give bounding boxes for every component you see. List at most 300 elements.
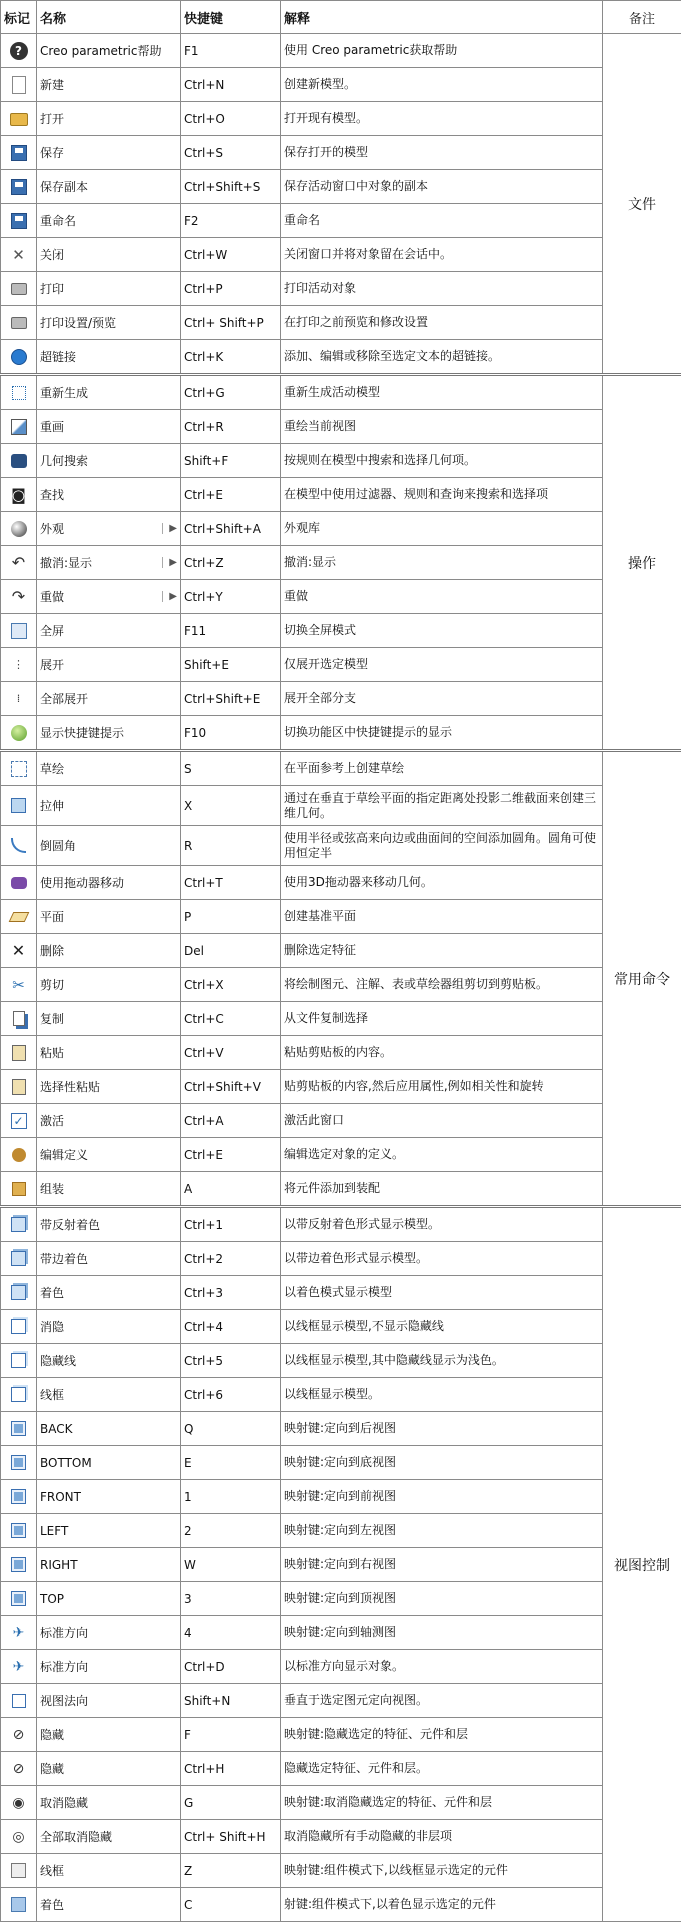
mark-cell xyxy=(1,1854,37,1888)
command-description: 使用3D拖动器来移动几何。 xyxy=(281,866,603,900)
command-description: 删除选定特征 xyxy=(281,934,603,968)
name-cell xyxy=(37,1616,181,1650)
command-name: 隐藏 xyxy=(40,1762,64,1776)
mark-cell xyxy=(1,1070,37,1104)
name-cell xyxy=(37,238,181,272)
command-description: 添加、编辑或移除至选定文本的超链接。 xyxy=(281,340,603,375)
paste-icon xyxy=(12,1045,26,1061)
mark-cell xyxy=(1,306,37,340)
command-name: 标准方向 xyxy=(40,1626,88,1640)
assembly-shaded-icon xyxy=(11,1897,26,1912)
command-description: 激活此窗口 xyxy=(281,1104,603,1138)
mark-cell xyxy=(1,478,37,512)
name-with-menu xyxy=(40,588,177,605)
shortcut-key: F1 xyxy=(181,34,281,68)
command-description: 重命名 xyxy=(281,204,603,238)
assemble-icon xyxy=(12,1182,26,1196)
command-name: 选择性粘贴 xyxy=(40,1080,100,1094)
shortcut-key: S xyxy=(181,751,281,786)
mark-cell xyxy=(1,648,37,682)
command-description: 垂直于选定图元定向视图。 xyxy=(281,1684,603,1718)
command-name: 粘贴 xyxy=(40,1046,64,1060)
print-icon xyxy=(11,283,27,295)
command-name: 着色 xyxy=(40,1286,64,1300)
wireframe-icon xyxy=(11,1387,26,1402)
table-row xyxy=(1,968,681,1002)
table-row xyxy=(1,375,681,410)
name-cell xyxy=(37,1684,181,1718)
table-row xyxy=(1,272,681,306)
shortcut-key: Q xyxy=(181,1412,281,1446)
command-description: 撤消:显示 xyxy=(281,546,603,580)
name-cell xyxy=(37,1070,181,1104)
group-remark: 常用命令 xyxy=(603,751,681,1207)
mark-cell xyxy=(1,580,37,614)
name-cell xyxy=(37,1548,181,1582)
name-cell xyxy=(37,1276,181,1310)
shortcut-key: 2 xyxy=(181,1514,281,1548)
command-name: 拉伸 xyxy=(40,799,64,813)
table-row xyxy=(1,102,681,136)
command-name: 外观 xyxy=(40,520,64,537)
shortcut-key: Ctrl+A xyxy=(181,1104,281,1138)
undo-icon: ↶ xyxy=(10,554,28,572)
command-name: 查找 xyxy=(40,488,64,502)
command-name: 关闭 xyxy=(40,248,64,262)
command-name: 组装 xyxy=(40,1182,64,1196)
shortcut-key: Ctrl+X xyxy=(181,968,281,1002)
command-name: 草绘 xyxy=(40,762,64,776)
table-row xyxy=(1,1002,681,1036)
edit-definition-icon xyxy=(12,1148,26,1162)
name-cell xyxy=(37,1582,181,1616)
unhide-icon: ◉ xyxy=(10,1794,28,1812)
name-cell xyxy=(37,934,181,968)
name-cell xyxy=(37,1002,181,1036)
command-description: 以标准方向显示对象。 xyxy=(281,1650,603,1684)
name-with-menu xyxy=(40,554,177,571)
name-cell xyxy=(37,648,181,682)
name-cell xyxy=(37,682,181,716)
rename-icon xyxy=(11,213,27,229)
standard-orientation-icon: ✈ xyxy=(10,1624,28,1642)
command-description: 映射键:组件模式下,以线框显示选定的元件 xyxy=(281,1854,603,1888)
table-row xyxy=(1,410,681,444)
command-description: 打印活动对象 xyxy=(281,272,603,306)
name-cell xyxy=(37,1344,181,1378)
table-row xyxy=(1,1276,681,1310)
table-row xyxy=(1,1888,681,1922)
command-name: 打印设置/预览 xyxy=(40,316,116,330)
table-row xyxy=(1,1718,681,1752)
shading-icon xyxy=(11,1285,26,1300)
table-row xyxy=(1,866,681,900)
table-row xyxy=(1,648,681,682)
table-row xyxy=(1,1684,681,1718)
table-row xyxy=(1,34,681,68)
command-description: 以线框显示模型,不显示隐藏线 xyxy=(281,1310,603,1344)
shortcut-key: W xyxy=(181,1548,281,1582)
table-row xyxy=(1,1820,681,1854)
shortcut-key: Ctrl+C xyxy=(181,1002,281,1036)
hyperlink-icon xyxy=(11,349,27,365)
name-cell xyxy=(37,1412,181,1446)
name-cell xyxy=(37,170,181,204)
name-cell xyxy=(37,1820,181,1854)
shortcut-key: 1 xyxy=(181,1480,281,1514)
command-name: 着色 xyxy=(40,1898,64,1912)
name-cell xyxy=(37,444,181,478)
command-name: FRONT xyxy=(40,1490,81,1504)
shortcut-key: F xyxy=(181,1718,281,1752)
mark-cell xyxy=(1,1412,37,1446)
table-row xyxy=(1,68,681,102)
shortcut-key: Ctrl+Shift+E xyxy=(181,682,281,716)
table-row xyxy=(1,546,681,580)
menu-arrow-icon[interactable]: ▶ xyxy=(162,591,177,602)
table-row xyxy=(1,614,681,648)
command-description: 重绘当前视图 xyxy=(281,410,603,444)
table-row xyxy=(1,1412,681,1446)
name-cell xyxy=(37,751,181,786)
table-row xyxy=(1,1378,681,1412)
shortcut-key: 3 xyxy=(181,1582,281,1616)
shortcut-key: Shift+N xyxy=(181,1684,281,1718)
shortcut-key: Ctrl+G xyxy=(181,375,281,410)
name-cell xyxy=(37,826,181,866)
table-row xyxy=(1,1548,681,1582)
mark-cell xyxy=(1,1650,37,1684)
command-name: 编辑定义 xyxy=(40,1148,88,1162)
command-name: 线框 xyxy=(40,1388,64,1402)
table-row xyxy=(1,170,681,204)
mark-cell xyxy=(1,1820,37,1854)
name-cell xyxy=(37,306,181,340)
group-remark: 视图控制 xyxy=(603,1207,681,1922)
table-row xyxy=(1,826,681,866)
shading-reflection-icon xyxy=(11,1217,26,1232)
name-cell xyxy=(37,1207,181,1242)
name-cell xyxy=(37,1104,181,1138)
command-description: 展开全部分支 xyxy=(281,682,603,716)
mark-cell xyxy=(1,1242,37,1276)
mark-cell xyxy=(1,204,37,238)
command-name: Creo parametric帮助 xyxy=(40,44,162,58)
command-description: 从文件复制选择 xyxy=(281,1002,603,1036)
sketch-icon xyxy=(11,761,27,777)
shortcut-key: R xyxy=(181,826,281,866)
table-row xyxy=(1,1036,681,1070)
shortcut-key: Ctrl+Shift+V xyxy=(181,1070,281,1104)
command-description: 切换功能区中快捷键提示的显示 xyxy=(281,716,603,751)
command-description: 以线框显示模型,其中隐藏线显示为浅色。 xyxy=(281,1344,603,1378)
redo-icon: ↷ xyxy=(10,588,28,606)
command-name: 视图法向 xyxy=(40,1694,88,1708)
name-cell xyxy=(37,410,181,444)
header-explain: 解释 xyxy=(281,1,603,34)
mark-cell xyxy=(1,1036,37,1070)
dragger-move-icon xyxy=(11,877,27,889)
command-name: 隐藏线 xyxy=(40,1354,76,1368)
save-copy-icon xyxy=(11,179,27,195)
command-name: 保存副本 xyxy=(40,180,88,194)
command-name: 激活 xyxy=(40,1114,64,1128)
view-front-icon xyxy=(11,1489,26,1504)
mark-cell xyxy=(1,1344,37,1378)
mark-cell xyxy=(1,1752,37,1786)
name-cell xyxy=(37,340,181,375)
mark-cell xyxy=(1,751,37,786)
command-description: 将绘制图元、注解、表或草绘器组剪切到剪贴板。 xyxy=(281,968,603,1002)
command-description: 隐藏选定特征、元件和层。 xyxy=(281,1752,603,1786)
mark-cell xyxy=(1,826,37,866)
table-row xyxy=(1,1786,681,1820)
shortcut-key: Ctrl+V xyxy=(181,1036,281,1070)
command-name: 全屏 xyxy=(40,624,64,638)
mark-cell xyxy=(1,1582,37,1616)
shortcut-key: Shift+E xyxy=(181,648,281,682)
shortcut-key: Ctrl+S xyxy=(181,136,281,170)
table-row xyxy=(1,1070,681,1104)
table-row xyxy=(1,478,681,512)
shortcut-key: Ctrl+P xyxy=(181,272,281,306)
shortcut-key: Shift+F xyxy=(181,444,281,478)
plane-icon xyxy=(8,912,29,922)
command-name: 几何搜索 xyxy=(40,454,88,468)
standard-orientation-icon: ✈ xyxy=(10,1658,28,1676)
command-name: 隐藏 xyxy=(40,1728,64,1742)
name-cell xyxy=(37,1242,181,1276)
menu-arrow-icon[interactable]: ▶ xyxy=(162,523,177,534)
header-remark: 备注 xyxy=(603,1,681,34)
mark-cell xyxy=(1,1446,37,1480)
unhide-all-icon: ◎ xyxy=(10,1828,28,1846)
table-row xyxy=(1,444,681,478)
shortcut-key: F10 xyxy=(181,716,281,751)
command-description: 在打印之前预览和修改设置 xyxy=(281,306,603,340)
command-name: 重命名 xyxy=(40,214,76,228)
shortcut-key: Ctrl+R xyxy=(181,410,281,444)
name-cell xyxy=(37,716,181,751)
mark-cell xyxy=(1,170,37,204)
view-right-icon xyxy=(11,1557,26,1572)
table-row xyxy=(1,1344,681,1378)
header-row xyxy=(1,1,681,34)
command-description: 以着色模式显示模型 xyxy=(281,1276,603,1310)
hide-icon: ⊘ xyxy=(10,1760,28,1778)
command-description: 切换全屏模式 xyxy=(281,614,603,648)
appearance-sphere-icon xyxy=(11,521,27,537)
table-row xyxy=(1,1616,681,1650)
binoculars-icon: ◙ xyxy=(10,486,28,504)
delete-icon: ✕ xyxy=(10,942,28,960)
name-cell xyxy=(37,900,181,934)
table-row xyxy=(1,204,681,238)
command-name: 带边着色 xyxy=(40,1252,88,1266)
mark-cell xyxy=(1,1718,37,1752)
table-row xyxy=(1,1480,681,1514)
mark-cell xyxy=(1,410,37,444)
scissors-icon: ✂ xyxy=(10,976,28,994)
group-remark: 操作 xyxy=(603,375,681,751)
mark-cell xyxy=(1,136,37,170)
command-name: 撤消:显示 xyxy=(40,554,92,571)
mark-cell xyxy=(1,1786,37,1820)
table-row xyxy=(1,1582,681,1616)
command-description: 创建新模型。 xyxy=(281,68,603,102)
shortcut-key: Ctrl+1 xyxy=(181,1207,281,1242)
menu-arrow-icon[interactable]: ▶ xyxy=(162,557,177,568)
command-name: 超链接 xyxy=(40,350,76,364)
command-name: 删除 xyxy=(40,944,64,958)
command-name: 打开 xyxy=(40,112,64,126)
table-row xyxy=(1,751,681,786)
mark-cell xyxy=(1,1378,37,1412)
command-description: 取消隐藏所有手动隐藏的非层项 xyxy=(281,1820,603,1854)
table-row xyxy=(1,934,681,968)
header-mark: 标记 xyxy=(1,1,37,34)
name-cell xyxy=(37,68,181,102)
command-description: 重新生成活动模型 xyxy=(281,375,603,410)
command-description: 重做 xyxy=(281,580,603,614)
mark-cell xyxy=(1,1310,37,1344)
command-description: 射键:组件模式下,以着色显示选定的元件 xyxy=(281,1888,603,1922)
command-name: 全部展开 xyxy=(40,692,88,706)
mark-cell xyxy=(1,1480,37,1514)
shortcut-key: Ctrl+D xyxy=(181,1650,281,1684)
table-row xyxy=(1,1104,681,1138)
shortcut-key: C xyxy=(181,1888,281,1922)
save-icon xyxy=(11,145,27,161)
command-description: 映射键:定向到顶视图 xyxy=(281,1582,603,1616)
open-folder-icon xyxy=(10,113,28,126)
expand-icon: ⋮ xyxy=(10,656,28,674)
shortcut-key: Ctrl+3 xyxy=(181,1276,281,1310)
shortcut-key: P xyxy=(181,900,281,934)
command-name: 使用拖动器移动 xyxy=(40,876,124,890)
command-description: 关闭窗口并将对象留在会话中。 xyxy=(281,238,603,272)
view-back-icon xyxy=(11,1421,26,1436)
mark-cell xyxy=(1,1514,37,1548)
name-cell xyxy=(37,204,181,238)
shortcut-key: Ctrl+ Shift+H xyxy=(181,1820,281,1854)
table-row xyxy=(1,1650,681,1684)
shortcut-key: Ctrl+E xyxy=(181,1138,281,1172)
mark-cell xyxy=(1,934,37,968)
command-description: 贴剪贴板的内容,然后应用属性,例如相关性和旋转 xyxy=(281,1070,603,1104)
table-row xyxy=(1,1854,681,1888)
round-icon xyxy=(11,838,26,853)
mark-cell xyxy=(1,786,37,826)
help-icon: ? xyxy=(10,42,28,60)
mark-cell xyxy=(1,272,37,306)
shortcut-key: Ctrl+Shift+S xyxy=(181,170,281,204)
name-cell xyxy=(37,968,181,1002)
name-cell xyxy=(37,1718,181,1752)
name-cell xyxy=(37,866,181,900)
command-name: 重做 xyxy=(40,588,64,605)
table-row xyxy=(1,900,681,934)
command-name: 带反射着色 xyxy=(40,1218,100,1232)
command-description: 按规则在模型中搜索和选择几何项。 xyxy=(281,444,603,478)
shortcut-key: Ctrl+5 xyxy=(181,1344,281,1378)
shortcut-key: 4 xyxy=(181,1616,281,1650)
command-description: 使用半径或弦高来向边或曲面间的空间添加圆角。圆角可使用恒定半 xyxy=(281,826,603,866)
command-name: 显示快捷键提示 xyxy=(40,726,124,740)
extrude-icon xyxy=(11,798,26,813)
name-cell xyxy=(37,1138,181,1172)
header-shortcut: 快捷键 xyxy=(181,1,281,34)
mark-cell xyxy=(1,900,37,934)
name-cell xyxy=(37,1480,181,1514)
table-row xyxy=(1,238,681,272)
table-row xyxy=(1,1207,681,1242)
name-cell xyxy=(37,1514,181,1548)
command-description: 以带边着色形式显示模型。 xyxy=(281,1242,603,1276)
mark-cell xyxy=(1,716,37,751)
command-description: 保存打开的模型 xyxy=(281,136,603,170)
group-remark: 文件 xyxy=(603,34,681,375)
name-cell xyxy=(37,1786,181,1820)
mark-cell xyxy=(1,1104,37,1138)
command-description: 以线框显示模型。 xyxy=(281,1378,603,1412)
command-description: 保存活动窗口中对象的副本 xyxy=(281,170,603,204)
name-cell xyxy=(37,546,181,580)
shortcut-key: Ctrl+Shift+A xyxy=(181,512,281,546)
name-cell xyxy=(37,102,181,136)
name-cell xyxy=(37,136,181,170)
table-row xyxy=(1,1172,681,1207)
shortcut-key: Ctrl+ Shift+P xyxy=(181,306,281,340)
command-description: 外观库 xyxy=(281,512,603,546)
name-cell xyxy=(37,1036,181,1070)
mark-cell xyxy=(1,1616,37,1650)
shortcut-key: Ctrl+T xyxy=(181,866,281,900)
mark-cell xyxy=(1,1002,37,1036)
activate-icon: ✓ xyxy=(11,1113,27,1129)
mark-cell xyxy=(1,614,37,648)
mark-cell xyxy=(1,1138,37,1172)
mark-cell xyxy=(1,34,37,68)
mark-cell xyxy=(1,968,37,1002)
command-description: 粘贴剪贴板的内容。 xyxy=(281,1036,603,1070)
table-row xyxy=(1,580,681,614)
mark-cell xyxy=(1,866,37,900)
name-cell xyxy=(37,512,181,546)
table-row xyxy=(1,716,681,751)
mark-cell xyxy=(1,1684,37,1718)
hidden-line-icon xyxy=(11,1353,26,1368)
command-name: 剪切 xyxy=(40,978,64,992)
command-name: 标准方向 xyxy=(40,1660,88,1674)
table-row xyxy=(1,786,681,826)
command-name: 打印 xyxy=(40,282,64,296)
name-cell xyxy=(37,1650,181,1684)
mark-cell xyxy=(1,68,37,102)
command-description: 在平面参考上创建草绘 xyxy=(281,751,603,786)
view-left-icon xyxy=(11,1523,26,1538)
no-hidden-icon xyxy=(11,1319,26,1334)
table-row xyxy=(1,1138,681,1172)
mark-cell xyxy=(1,238,37,272)
command-name: 新建 xyxy=(40,78,64,92)
mark-cell xyxy=(1,1548,37,1582)
mark-cell xyxy=(1,375,37,410)
mark-cell xyxy=(1,682,37,716)
command-description: 在模型中使用过滤器、规则和查询来搜索和选择项 xyxy=(281,478,603,512)
shortcut-key: F11 xyxy=(181,614,281,648)
command-name: 平面 xyxy=(40,910,64,924)
